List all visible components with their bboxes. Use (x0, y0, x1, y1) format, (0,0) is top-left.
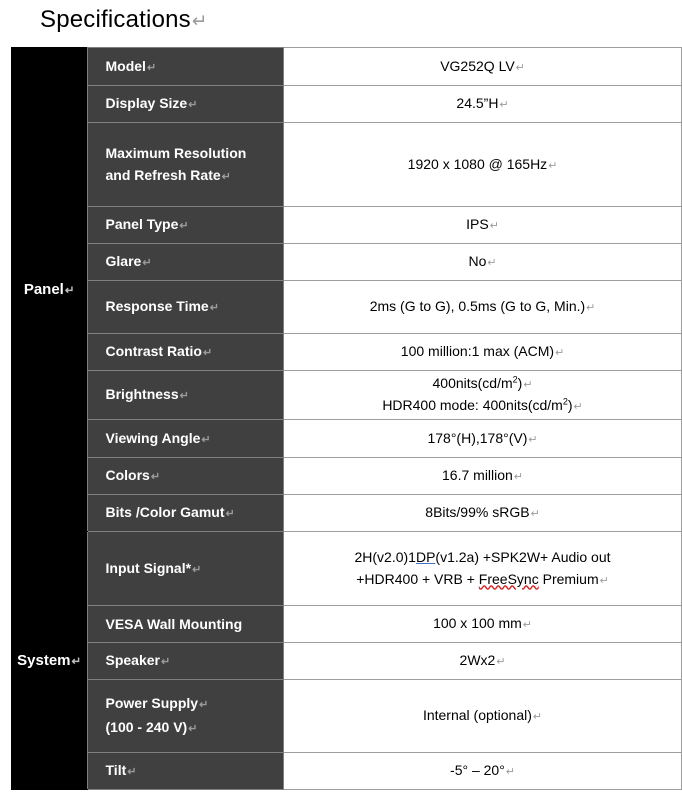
spec-label-display-size: Display Size↵ (87, 86, 284, 123)
spec-label-max-resolution: Maximum Resolution and Refresh Rate↵ (87, 123, 284, 207)
spec-value-glare: No↵ (284, 244, 682, 281)
table-row (12, 86, 682, 123)
spec-label-viewing-angle: Viewing Angle↵ (87, 420, 284, 458)
table-row (12, 532, 682, 606)
spec-label-glare: Glare↵ (87, 244, 284, 281)
table-row (12, 606, 682, 643)
table-row (12, 458, 682, 495)
spec-value-vesa-wall-mounting: 100 x 100 mm↵ (284, 606, 682, 643)
spec-label-brightness: Brightness↵ (87, 371, 284, 420)
spec-label-vesa-wall-mounting: VESA Wall Mounting (87, 606, 284, 643)
spec-value-colors: 16.7 million↵ (284, 458, 682, 495)
spec-value-input-signal: 2H(v2.0)1DP(v1.2a) +SPK2W+ Audio out +HDR400 + VRB + FreeSync Premium↵ (284, 532, 682, 606)
table-row (12, 48, 682, 86)
spec-value-contrast-ratio: 100 million:1 max (ACM)↵ (284, 334, 682, 371)
spec-label-contrast-ratio: Contrast Ratio↵ (87, 334, 284, 371)
table-row (12, 753, 682, 790)
spec-value-viewing-angle: 178°(H),178°(V)↵ (284, 420, 682, 458)
spec-value-display-size: 24.5”H↵ (284, 86, 682, 123)
table-row (12, 680, 682, 753)
spec-label-model: Model↵ (87, 48, 284, 86)
spec-value-model: VG252Q LV↵ (284, 48, 682, 86)
group-system: System↵ (12, 532, 88, 790)
spec-value-max-resolution: 1920 x 1080 @ 165Hz↵ (284, 123, 682, 207)
spec-value-tilt: -5° – 20°↵ (284, 753, 682, 790)
specifications-table (11, 47, 682, 790)
spec-label-colors: Colors↵ (87, 458, 284, 495)
spec-label-input-signal: Input Signal*↵ (87, 532, 284, 606)
table-row (12, 207, 682, 244)
page-title: Specifications↵ (40, 6, 208, 33)
spec-label-speaker: Speaker↵ (87, 643, 284, 680)
spec-label-bits-color-gamut: Bits /Color Gamut↵ (87, 495, 284, 532)
group-panel: Panel↵ (12, 48, 88, 532)
spec-value-brightness: $400nits(cd/m^2)↵$ HDR400 mode: $400nits(cd/m^2)↵$ (284, 371, 682, 420)
table-row (12, 244, 682, 281)
spec-label-tilt: Tilt↵ (87, 753, 284, 790)
table-row (12, 420, 682, 458)
table-row (12, 281, 682, 334)
table-row (12, 123, 682, 207)
spec-value-power-supply: Internal (optional)↵ (284, 680, 682, 753)
spec-value-speaker: 2Wx2↵ (284, 643, 682, 680)
spec-value-bits-color-gamut: 8Bits/99% sRGB↵ (284, 495, 682, 532)
spec-label-power-supply: Power Supply↵ (100 - 240 V)↵ (87, 680, 284, 753)
spec-value-response-time: 2ms (G to G), 0.5ms (G to G, Min.)↵ (284, 281, 682, 334)
spec-label-panel-type: Panel Type↵ (87, 207, 284, 244)
table-row (12, 495, 682, 532)
spec-label-response-time: Response Time↵ (87, 281, 284, 334)
spec-value-panel-type: IPS↵ (284, 207, 682, 244)
table-row (12, 334, 682, 371)
table-row (12, 371, 682, 420)
table-row (12, 643, 682, 680)
